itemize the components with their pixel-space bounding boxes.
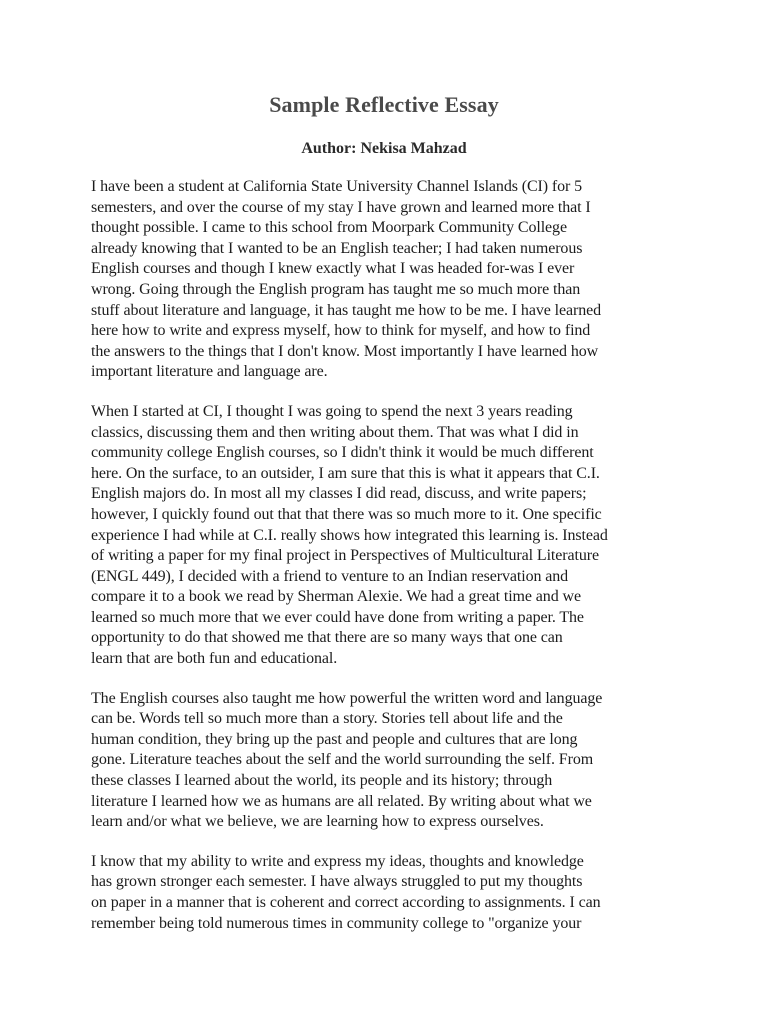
text-line: compare it to a book we read by Sherman Alexie. We had a great time and we [91, 588, 581, 606]
text-line: the answers to the things that I don't know. Most importantly I have learned how [91, 342, 599, 360]
text-line: I have been a student at California State University Channel Islands (CI) for 5 [91, 178, 583, 195]
text-line: here. On the surface, to an outsider, I am sure that this is what it appears that C.I. [91, 464, 600, 482]
document-author: Author: Nekisa Mahzad [301, 140, 467, 157]
text-line: gone. Literature teaches about the self and the world surrounding the self. From [91, 751, 594, 769]
text-line: classics, discussing them and then writing about them. That was what I did in [91, 423, 579, 441]
text-line: of writing a paper for my final project in Perspectives of Multicultural Literature [91, 547, 599, 565]
text-line: wrong. Going through the English program has taught me so much more than [91, 280, 581, 298]
text-line: here how to write and express myself, how to think for myself, and how to find [91, 322, 591, 340]
text-line: The English courses also taught me how powerful the written word and language [91, 689, 603, 707]
paragraph-1 [91, 177, 691, 383]
text-line: I know that my ability to write and express my ideas, thoughts and knowledge [91, 852, 584, 870]
paragraph-4 [91, 852, 691, 934]
text-line: English majors do. In most all my classes I did read, discuss, and write papers; [91, 485, 587, 503]
text-line: English courses and though I knew exactly what I was headed for-was I ever [91, 260, 575, 278]
text-line: experience I had while at C.I. really shows how integrated this learning is. Instead [91, 526, 608, 544]
text-line: community college English courses, so I didn't think it would be much different [91, 444, 594, 462]
text-line: has grown stronger each semester. I have always struggled to put my thoughts [91, 873, 583, 891]
text-line: learned so much more that we ever could have done from writing a paper. The [91, 608, 584, 626]
text-line: however, I quickly found out that that there was so much more to it. One specific [91, 505, 602, 523]
text-line: these classes I learned about the world, its people and its history; through [91, 772, 553, 790]
text-line: When I started at CI, I thought I was going to spend the next 3 years reading [91, 402, 573, 420]
text-line: on paper in a manner that is coherent and correct according to assignments. I can [91, 894, 601, 911]
text-line: opportunity to do that showed me that there are so many ways that one can [91, 629, 563, 647]
paragraph-2 [91, 402, 691, 670]
text-line: remember being told numerous times in community college to "organize your [91, 914, 582, 932]
text-line: human condition, they bring up the past and people and cultures that are long [91, 730, 578, 748]
text-line: can be. Words tell so much more than a story. Stories tell about life and the [91, 710, 563, 728]
text-line: literature I learned how we as humans are all related. By writing about what we [91, 792, 592, 810]
text-line: learn and/or what we believe, we are learning how to express ourselves. [91, 813, 544, 831]
text-line: already knowing that I wanted to be an English teacher; I had taken numerous [91, 239, 583, 257]
essay-body [91, 177, 691, 953]
paragraph-3 [91, 689, 691, 833]
text-line: semesters, and over the course of my stay I have grown and learned more that I [91, 198, 591, 216]
text-line: stuff about literature and language, it has taught me how to be me. I have learned [91, 301, 601, 319]
text-line: learn that are both fun and educational. [91, 650, 338, 668]
document-title: Sample Reflective Essay [269, 92, 499, 117]
text-line: thought possible. I came to this school from Moorpark Community College [91, 219, 567, 237]
text-line: important literature and language are. [91, 363, 328, 381]
text-line: (ENGL 449), I decided with a friend to venture to an Indian reservation and [91, 567, 569, 585]
